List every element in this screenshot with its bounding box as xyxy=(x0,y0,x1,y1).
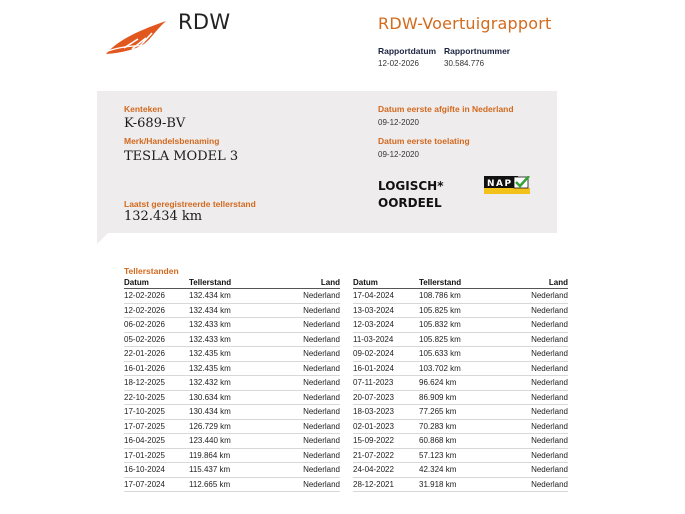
first-registration-nl-label: Datum eerste afgifte in Nederland xyxy=(378,104,514,114)
table-row xyxy=(124,303,340,318)
readings-table-left xyxy=(124,277,340,492)
verdict-line-2: OORDEEL xyxy=(378,196,442,210)
reading-date: 24-04-2022 xyxy=(353,463,419,478)
reading-odometer: 115.437 km xyxy=(189,463,269,478)
reading-date: 17-07-2024 xyxy=(124,477,189,492)
reading-date: 06-02-2026 xyxy=(124,318,189,333)
table-row xyxy=(124,347,340,362)
table-header-row xyxy=(353,277,568,289)
card-corner xyxy=(97,233,108,244)
reading-date: 17-01-2025 xyxy=(124,448,189,463)
reading-date: 11-03-2024 xyxy=(353,332,419,347)
report-date-label: Rapportdatum xyxy=(378,46,437,56)
reading-odometer: 70.283 km xyxy=(419,419,499,434)
table-row xyxy=(353,463,568,478)
reading-odometer: 96.624 km xyxy=(419,376,499,391)
reading-date: 07-11-2023 xyxy=(353,376,419,391)
reading-date: 16-01-2026 xyxy=(124,361,189,376)
table-row xyxy=(353,347,568,362)
reading-date: 16-01-2024 xyxy=(353,361,419,376)
readings-title: Tellerstanden xyxy=(124,266,179,276)
reading-date: 12-03-2024 xyxy=(353,318,419,333)
reading-country: Nederland xyxy=(499,361,568,376)
rdw-logo-icon xyxy=(104,18,170,58)
reading-country: Nederland xyxy=(499,347,568,362)
table-row xyxy=(124,477,340,492)
reading-country: Nederland xyxy=(499,390,568,405)
nap-logo-icon xyxy=(484,176,530,196)
reading-country: Nederland xyxy=(499,463,568,478)
make-label: Merk/Handelsbenaming xyxy=(124,136,220,146)
table-row xyxy=(353,289,568,304)
reading-date: 15-09-2022 xyxy=(353,434,419,449)
verdict xyxy=(378,178,444,212)
reading-odometer: 31.918 km xyxy=(419,477,499,492)
table-row xyxy=(353,477,568,492)
reading-odometer: 119.864 km xyxy=(189,448,269,463)
reading-country: Nederland xyxy=(269,361,340,376)
table-row xyxy=(124,390,340,405)
reading-country: Nederland xyxy=(499,376,568,391)
reading-date: 16-10-2024 xyxy=(124,463,189,478)
reading-date: 13-03-2024 xyxy=(353,303,419,318)
report-number xyxy=(444,46,510,68)
reading-odometer: 103.702 km xyxy=(419,361,499,376)
table-row xyxy=(124,419,340,434)
reading-date: 18-03-2023 xyxy=(353,405,419,420)
reading-odometer: 132.433 km xyxy=(189,318,269,333)
table-row xyxy=(353,434,568,449)
table-row xyxy=(353,390,568,405)
table-row xyxy=(124,405,340,420)
reading-country: Nederland xyxy=(269,332,340,347)
report-date-value: 12-02-2026 xyxy=(378,59,419,68)
odometer-value: 132.434 km xyxy=(124,209,203,224)
table-row xyxy=(124,376,340,391)
reading-odometer: 108.786 km xyxy=(419,289,499,304)
odometer-label: Laatst geregistreerde tellerstand xyxy=(124,199,256,209)
reading-date: 02-01-2023 xyxy=(353,419,419,434)
reading-date: 18-12-2025 xyxy=(124,376,189,391)
first-admission-label: Datum eerste toelating xyxy=(378,136,470,146)
table-row xyxy=(124,361,340,376)
reading-country: Nederland xyxy=(269,419,340,434)
col-header-country: Land xyxy=(269,277,340,289)
reading-country: Nederland xyxy=(269,376,340,391)
reading-date: 17-07-2025 xyxy=(124,419,189,434)
reading-country: Nederland xyxy=(499,318,568,333)
vehicle-summary-card xyxy=(97,91,557,233)
reading-odometer: 105.825 km xyxy=(419,303,499,318)
reading-odometer: 126.729 km xyxy=(189,419,269,434)
reading-odometer: 112.665 km xyxy=(189,477,269,492)
table-header-row xyxy=(124,277,340,289)
col-header-odometer: Tellerstand xyxy=(189,277,269,289)
reading-country: Nederland xyxy=(269,434,340,449)
reading-country: Nederland xyxy=(269,463,340,478)
reading-odometer: 132.434 km xyxy=(189,303,269,318)
reading-odometer: 132.432 km xyxy=(189,376,269,391)
table-row xyxy=(353,318,568,333)
table-row xyxy=(124,318,340,333)
report-number-label: Rapportnummer xyxy=(444,46,511,56)
reading-country: Nederland xyxy=(499,289,568,304)
table-row xyxy=(353,448,568,463)
reading-date: 12-02-2026 xyxy=(124,303,189,318)
report-date xyxy=(378,46,436,68)
table-row xyxy=(353,376,568,391)
reading-country: Nederland xyxy=(499,419,568,434)
reading-odometer: 132.433 km xyxy=(189,332,269,347)
reading-country: Nederland xyxy=(499,332,568,347)
table-row xyxy=(353,303,568,318)
verdict-line-1: LOGISCH* xyxy=(378,179,444,193)
brand-name: RDW xyxy=(178,10,231,34)
reading-country: Nederland xyxy=(269,318,340,333)
reading-odometer: 130.634 km xyxy=(189,390,269,405)
table-row xyxy=(353,332,568,347)
table-row xyxy=(124,463,340,478)
reading-country: Nederland xyxy=(269,405,340,420)
reading-date: 28-12-2021 xyxy=(353,477,419,492)
reading-date: 17-04-2024 xyxy=(353,289,419,304)
reading-odometer: 86.909 km xyxy=(419,390,499,405)
reading-country: Nederland xyxy=(499,434,568,449)
first-registration-nl-value: 09-12-2020 xyxy=(378,118,419,127)
readings-table-right xyxy=(353,277,568,492)
reading-country: Nederland xyxy=(269,390,340,405)
col-header-odometer: Tellerstand xyxy=(419,277,499,289)
reading-date: 05-02-2026 xyxy=(124,332,189,347)
reading-odometer: 130.434 km xyxy=(189,405,269,420)
col-header-date: Datum xyxy=(353,277,419,289)
reading-country: Nederland xyxy=(499,303,568,318)
reading-date: 09-02-2024 xyxy=(353,347,419,362)
reading-odometer: 77.265 km xyxy=(419,405,499,420)
table-row xyxy=(124,434,340,449)
first-admission-value: 09-12-2020 xyxy=(378,150,419,159)
report-number-value: 30.584.776 xyxy=(444,59,485,68)
reading-country: Nederland xyxy=(269,477,340,492)
reading-odometer: 132.435 km xyxy=(189,361,269,376)
reading-country: Nederland xyxy=(499,405,568,420)
reading-odometer: 132.435 km xyxy=(189,347,269,362)
plate-label: Kenteken xyxy=(124,104,163,114)
make-value: TESLA MODEL 3 xyxy=(124,149,239,164)
table-row xyxy=(124,448,340,463)
reading-date: 20-07-2023 xyxy=(353,390,419,405)
reading-odometer: 42.324 km xyxy=(419,463,499,478)
reading-date: 21-07-2022 xyxy=(353,448,419,463)
reading-odometer: 57.123 km xyxy=(419,448,499,463)
table-row xyxy=(124,332,340,347)
reading-odometer: 105.825 km xyxy=(419,332,499,347)
col-header-date: Datum xyxy=(124,277,189,289)
reading-odometer: 105.832 km xyxy=(419,318,499,333)
table-row xyxy=(124,289,340,304)
reading-odometer: 60.868 km xyxy=(419,434,499,449)
reading-date: 17-10-2025 xyxy=(124,405,189,420)
reading-country: Nederland xyxy=(269,303,340,318)
reading-odometer: 105.633 km xyxy=(419,347,499,362)
col-header-country: Land xyxy=(499,277,568,289)
nap-logo-text: NAP xyxy=(487,179,513,189)
plate-value: K-689-BV xyxy=(124,116,186,131)
reading-date: 22-10-2025 xyxy=(124,390,189,405)
reading-odometer: 132.434 km xyxy=(189,289,269,304)
table-row xyxy=(353,361,568,376)
table-row xyxy=(353,405,568,420)
table-row xyxy=(353,419,568,434)
reading-date: 12-02-2026 xyxy=(124,289,189,304)
reading-date: 22-01-2026 xyxy=(124,347,189,362)
reading-country: Nederland xyxy=(269,289,340,304)
report-title: RDW-Voertuigrapport xyxy=(378,14,552,33)
reading-country: Nederland xyxy=(499,448,568,463)
reading-odometer: 123.440 km xyxy=(189,434,269,449)
reading-country: Nederland xyxy=(499,477,568,492)
reading-country: Nederland xyxy=(269,347,340,362)
reading-date: 16-04-2025 xyxy=(124,434,189,449)
reading-country: Nederland xyxy=(269,448,340,463)
